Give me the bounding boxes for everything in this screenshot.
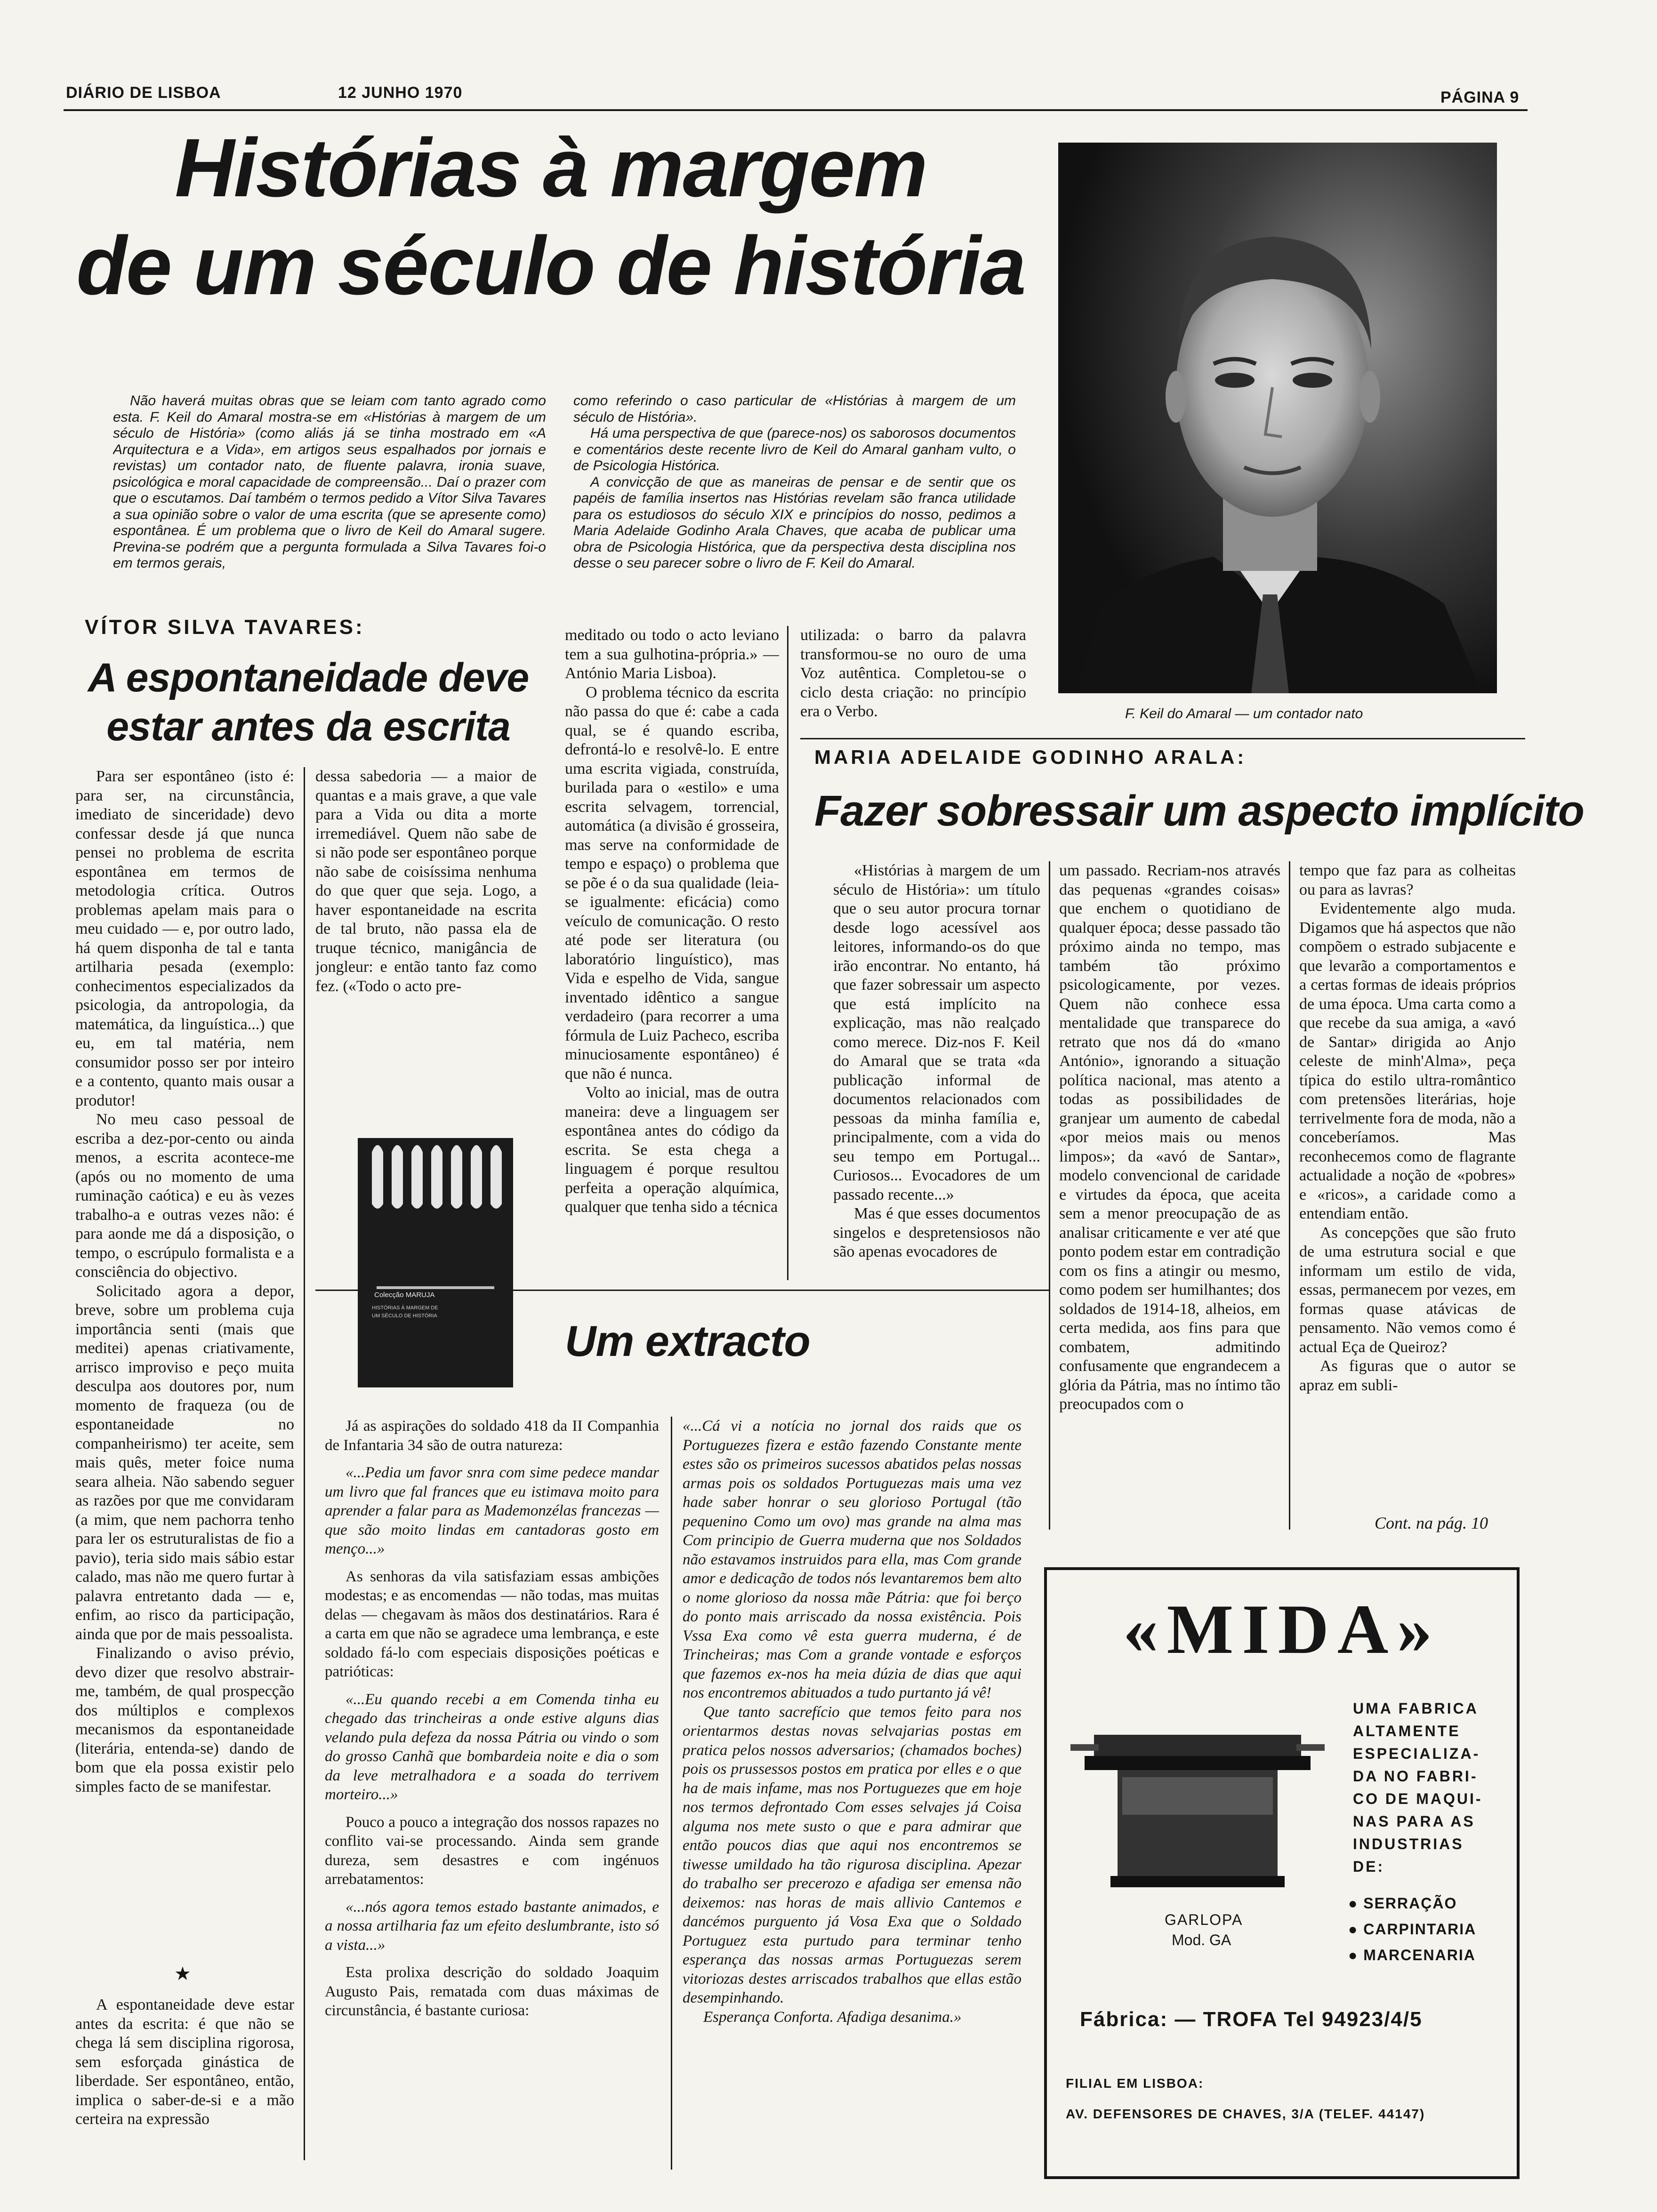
column-rule [1289, 861, 1290, 1530]
extract-paragraph: «...Cá vi a notícia no jornal dos raids que os Portuguezes fizera e estão fazendo Constante mente estes são os primeiros sucessos abatidos pelas nossas armas pois os soldados Portuguezas mais uma vez hade saber honrar o seu glorioso Portugal (tão pequenino Como um ovo) mas grande na alma mas Com principio de Guerra muderna que nos Soldados não estavamos instruidos para ella, mas Com grande amor e dedicação de todos nós levantaremos bem alto o nome glorioso da nossa mãe Pátria: que foi berço do ponto mais arriscado da nossa existência. Pois Vssa Exa como vê esta guerra muderna, é de Trincheiras; mas Com a grande vontade e esforços que fazemos ex-nos ha meia dúzia de dias que aqui nos encontremos abituados a tudo purtanto já vê! [683, 1418, 1022, 1701]
extract-paragraph: Esperança Conforta. Afadiga desanima.» [703, 2008, 962, 2026]
intro-left [113, 393, 546, 609]
article1-paragraph: dessa sabedoria — a maior de quantas e a mais grave, a que vale para a Vida ou dita a morte irremediável. Quem não sabe de si não pode ser espontâneo porque não sabe de coisíssima nenhuma do que quer que seja. Logo, a haver espontaneidade na escrita de tal bruto, não passa ela de truque técnico, manigância de jongleur: e então tanto faz como fez. («Todo o acto pre- [315, 768, 537, 995]
column-rule [671, 1417, 672, 2170]
ad-tagline-line: NAS PARA AS [1353, 1813, 1475, 1830]
extract-rule [315, 1290, 1050, 1291]
ad-bullet-text: MARCENARIA [1363, 1947, 1476, 1964]
book-title-2: UM SÉCULO DE HISTÓRIA [372, 1313, 437, 1319]
article1-column-1 [75, 767, 294, 1953]
ad-machine-model: Mod. GA [1172, 1931, 1231, 1948]
article1-byline: VÍTOR SILVA TAVARES: [85, 616, 365, 639]
article2-paragraph: As figuras que o autor se apraz em subli- [1299, 1357, 1516, 1394]
section-star: ★ [174, 1963, 191, 1984]
article2-title: Fazer sobressair um aspecto implícito [814, 787, 1584, 835]
extract-paragraph: Pouco a pouco a integração dos nossos rapazes no conflito vai-se processando. Ainda sem grande dureza, sem desastres e com ingénuos arrebatamentos: [325, 1813, 659, 1888]
extract-paragraph: «...Pedia um favor snra com sime pedece mandar um livro que fal frances que eu istimava moito para aprender a falar para as Mademonzélas francezas — que são moito lindas em cantadoras gosto em menço...» [325, 1464, 659, 1557]
extract-paragraph: Que tanto sacrefício que temos feito para nos orientarmos destas novas selvajarias postas em pratica pelos nossos adversarios; (chamados boches) pois os prussessos postos em pratica por elles e o que ha de mais infame, mas nos Portuguezes que em hoje nos termos defrontado Com esses selvajes já Coisa alguma nos mete susto o que e para admirar que então poucos dias que aqui nos encontremos se tiwesse umildado ha tão rigurosa disciplina. Apezar do trabalho ser precerozo e afadiga ser emensa não deixemos: nas horas de mais allivio Cantemos e dancémos purguento já Vosa Exa que o Soldado Portuguez esta purtudo para terminar tenho esperança das nossas armas Portuguezas serem vitoriozas destes arriscados trabalhos que ellas estão desempinhando. [683, 1703, 1022, 2006]
issue-date: 12 JUNHO 1970 [338, 84, 463, 102]
extract-paragraph: «...nós agora temos estado bastante animados, e a nossa artilharia faz um efeito deslumbrante, isto só a vista...» [325, 1898, 659, 1954]
article2-column-2 [1059, 861, 1280, 1530]
ad-tagline-line: DE: [1353, 1858, 1385, 1875]
extract-column-2 [683, 1417, 1022, 2193]
ad-bullet-1: ● SERRAÇÃO [1348, 1895, 1457, 1912]
intro-right-paragraph: Há uma perspectiva de que (parece-nos) os saborosos documentos e comentários deste recente livro de Keil do Amaral ganham vulto, o de Psicologia Histórica. [573, 425, 1016, 473]
article1-paragraph: No meu caso pessoal de escriba a dez-por-cento ou ainda menos, a escrita acontece-me (após ou no momento de uma ruminação caótica) e eu às vezes trabalho-a e outras vezes não: é para aonde me dá a disposição, o tempo, o escrúpulo formalista e a consciência do objectivo. [75, 1111, 294, 1281]
book-title-1: HISTÓRIAS À MARGEM DE [372, 1305, 438, 1311]
article2-paragraph: um passado. Recriam-nos através das pequenas «grandes coisas» que enchem o quotidiano de qualquer época; desse passado tão próximo ainda no tempo, mas também tão próximo psicologicamente, por vezes. Quem não conhece essa mentalidade que transparece do retrato que nos dá do «mano António», ignorando a situação política nacional, mas atento a todas as possibilidades de granjear um aumento de cabedal «por meios mais ou menos limpos»; da «avó de Santar», modelo convencional de caridade e virtudes da época, que aceita sem a menor preocupação de as analisar criticamente e ver até que ponto podem estar em contradição com os fins a atingir ou mesmo, como podem ser humilhantes; dos soldados de 1914-18, alheios, em certa medida, aos fins para que combatem, admitindo confusamente que engrandecem a glória da Pátria, mas no íntimo tão preocupados com o [1059, 862, 1280, 1413]
headline-line-1: Histórias à margem [175, 122, 927, 214]
extract-paragraph: «...Eu quando recebi a em Comenda tinha eu chegado das trincheiras a onde estive alguns dias velando pula defeza da nossa Pátria ou vindo o som do grosso Canhã que bombardeia noite e dia o som da leve metralhadora e a soada do terrivem morteiro...» [325, 1691, 659, 1803]
photo-caption: F. Keil do Amaral — um contador nato [1125, 706, 1363, 721]
headline-line-2: de um século de história [76, 220, 1025, 312]
planer-machine-icon [1066, 1725, 1329, 1890]
mida-advertisement [1044, 1567, 1520, 2179]
ad-factory: Fábrica: — TROFA Tel 94923/4/5 [1080, 2008, 1423, 2031]
book-cover [358, 1138, 513, 1387]
article2-paragraph: As concepções que são fruto de uma estrutura social e que informam um estilo de vida, essas, permanecem por vezes, em formas quase atávicas de pensamento. Não vemos como é actual Eça de Queiroz? [1299, 1224, 1516, 1356]
article2-paragraph: Evidentemente algo muda. Digamos que há aspectos que não compõem o estrado subjacente e que levarão a comportamentos e a certas formas de ideais próprios de uma época. Uma carta como a que recebe da sua amiga, a «avó de Santar» dirigida ao Anjo celeste de minh'Alma», peça típica do estilo ultra-romântico com pretensões literárias, hoje terrivelmente fora de moda, não a conceberíamos. Mas reconhecemos como de flagrante actualidade a noção de «pobres» e «ricos», a caridade como a entendiam então. [1299, 900, 1516, 1222]
article1-paragraph: utilizada: o barro da palavra transformou-se no ouro de uma Voz autêntica. Completou-se o ciclo desta criação: no princípio era o Verbo. [800, 626, 1026, 720]
ad-branch: FILIAL EM LISBOA: [1066, 2076, 1204, 2091]
ad-tagline-line: UMA FABRICA [1353, 1700, 1479, 1717]
ad-tagline-line: CO DE MAQUI- [1353, 1790, 1483, 1807]
portrait-drawing [1058, 143, 1497, 693]
ad-tagline-line: ALTAMENTE [1353, 1723, 1461, 1739]
intro-right-paragraph: A convicção de que as maneiras de pensar e de sentir que os papéis de família insertos nas Histórias revelam são franca utilidade para os estudiosos do século XIX e princípios do nosso, pedimos a Maria Adelaide Godinho Arala Chaves, que acaba de publicar uma obra de Psicologia Histórica, que da perspectiva desta disciplina nos desse o seu parecer sobre o livro de F. Keil do Amaral. [573, 474, 1016, 571]
author-portrait [1058, 143, 1497, 693]
extract-paragraph: Já as aspirações do soldado 418 da II Companhia de Infantaria 34 são de outra natureza: [325, 1418, 659, 1454]
article2-paragraph: «Histórias à margem de um século de História»: um título que o seu autor procura tornar desde logo acessível aos leitores, informando-os do que irão encontrar. No entanto, há que fazer sobressair um aspecto que está implícito na explicação, mas não realçado como merece. Diz-nos F. Keil do Amaral que se trata «da publicação informal de documentos relacionados com pessoas da minha família e, principalmente, com a vida do seu tempo em Portugal... Curiosos... Evocadores de um passado recente...» [833, 862, 1040, 1203]
column-rule [1049, 861, 1050, 1530]
extract-column-1 [325, 1417, 659, 2193]
newspaper-name: DIÁRIO DE LISBOA [66, 84, 221, 102]
extract-title: Um extracto [565, 1317, 810, 1365]
intro-left-paragraph: Não haverá muitas obras que se leiam com tanto agrado como esta. F. Keil do Amaral mostra-se em «Histórias à margem de um século de História» (como aliás já se tinha mostrado em «A Arquitectura e a Vida», em artigos seus espalhados por jornais e revistas) um contador nato, de fluente palavra, ironia suave, psicológica e moral capacidade de compreensão... Daí o prazer com que o escutamos. Daí também o termos pedido a Vítor Silva Tavares a sua opinião sobre o valor de uma escrita (que se apresente como) espontânea. É um problema que o livro de Keil do Amaral sugere. Previna-se podrém que a pergunta formulada a Silva Tavares foi-o em termos gerais, [113, 393, 546, 571]
intro-right [573, 393, 1016, 609]
masthead-rule [64, 109, 1528, 111]
article1-paragraph: O problema técnico da escrita não passa do que é: cabe a cada qual, se é quando escriba, defrontá-lo e resolvê-lo. E entre uma escrita vigiada, construída, burilada para o «estilo» e uma escrita selvagem, torrencial, automática (a divisão é grosseira, mas serve na conformidade de tempo e espaço) o problema que se põe é o da sua qualidade (leia-se igualmente: eficácia) como veículo de comunicação. O resto até pode ser literatura (ou laboratório linguístico), mas Vida e espelho de Vida, sangue inventado idêntico a sangue verdadeiro (para recorrer a uma fórmula de Luiz Pacheco, escriba minuciosamente espontâneo) é que não é nunca. [565, 683, 779, 1082]
ad-tagline-line: INDUSTRIAS [1353, 1835, 1464, 1852]
extract-paragraph: Esta prolixa descrição do soldado Joaquim Augusto Pais, rematada com duas máximas de circunstância, é bastante curiosa: [325, 1964, 659, 2019]
article1-paragraph: Finalizando o aviso prévio, devo dizer que resolvo abstrair-me, também, de qual prospecção dos múltiplos e complexos mecanismos da espontaneidade (literária, entenda-se) dando de bom que ela possa existir pelo simples facto de se manifestar. [75, 1644, 294, 1795]
extract-paragraph: As senhoras da vila satisfaziam essas ambições modestas; e as encomendas — não todas, mas muitas delas — chegavam às mãos dos destinatários. Rara é a carta em que não se agradece uma lembrança, e este soldado fá-lo com especiais disposições poéticas e patrióticas: [325, 1568, 659, 1680]
article1-column-4 [800, 626, 1026, 748]
article1-paragraph: A espontaneidade deve estar antes da escrita: é que não se chega lá sem disciplina rigorosa, sem esforçada ginástica de liberdade. Ser espontâneo, então, implica o saber-de-si e a mão certeira na expressão [75, 1996, 294, 2128]
article2-paragraph: tempo que faz para as colheitas ou para as lavras? [1299, 862, 1516, 898]
article1-column-3 [565, 626, 779, 1280]
intro-right-paragraph: como referindo o caso particular de «Histórias à margem de um século de História». [573, 393, 1016, 425]
column-rule [787, 626, 788, 1280]
article1-paragraph: Solicitado agora a depor, breve, sobre um problema cuja importância senti (mais que meditei) apenas criativamente, arrisco improviso e peço muita desculpa aos doutores por, num momento de fraqueza (ou de espontaneidade no companheirismo) ter aceite, sem mais quês, meter foice numa seara alheia. Não sabendo seguer as razões por que me convidaram (a mim, que nem pachorra tenho para ler os estruturalistas de fio a pavio), teria sido mais sábio estar calado, mas não me quero furtar à palavra entretanto dada — e, enfim, ao risco da participação, ainda que por de mais pessoalista. [75, 1282, 294, 1643]
ad-bullet-3: ● MARCENARIA [1348, 1947, 1476, 1964]
article1-title: A espontaneidade deve estar antes da escrita [88, 655, 529, 749]
page-number: PÁGINA 9 [1440, 88, 1520, 106]
ad-tagline [1353, 1697, 1508, 1878]
ad-address: AV. DEFENSORES DE CHAVES, 3/A (TELEF. 44147) [1066, 2107, 1425, 2121]
ad-tagline-line: DA NO FABRI- [1353, 1768, 1478, 1785]
book-series: Colecção MARUJA [374, 1291, 435, 1299]
ad-bullet-text: SERRAÇÃO [1363, 1895, 1457, 1912]
article2-column-3 [1299, 861, 1516, 1511]
article2-rule [800, 738, 1525, 739]
article2-column-1 [833, 861, 1040, 1275]
column-rule [304, 767, 305, 2160]
article1-paragraph: Volto ao inicial, mas de outra maneira: deve a linguagem ser espontânea antes do código da escrita. Se esta chega a linguagem é porque resultou perfeita a operação alquímica, qualquer que tenha sido a técnica [565, 1084, 779, 1216]
ad-tagline-line: ESPECIALIZA- [1353, 1745, 1480, 1762]
article1-column-1b [75, 1996, 294, 2193]
article2-byline: MARIA ADELAIDE GODINHO ARALA: [814, 746, 1247, 768]
book-cover-pattern [358, 1138, 513, 1387]
ad-brand: «MIDA» [1123, 1590, 1441, 1668]
article1-column-2 [315, 767, 537, 1125]
ad-bullet-2: ● CARPINTARIA [1348, 1921, 1477, 1938]
article2-paragraph: Mas é que esses documentos singelos e despretensiosos não são apenas evocadores de [833, 1205, 1040, 1260]
ad-bullet-text: CARPINTARIA [1363, 1921, 1477, 1938]
article1-paragraph: meditado ou todo o acto leviano tem a sua gulhotina-própria.» — António Maria Lisboa). [565, 626, 779, 682]
article1-paragraph: Para ser espontâneo (isto é: para ser, na circunstância, imediato de sinceridade) devo confessar desde já que nunca pensei no problema de escrita espontânea em termos de metodologia crítica. Outros problemas apelam mais para o meu cuidado — e, por outro lado, há quem disponha de tal e tanta artilharia pesada (exemplo: conhecimentos especializados da psicologia, da antropologia, da matemática, da linguística...) que eu, em tal matéria, nem consumidor posso ser por inteiro e a contento, quanto mais ousar a produtor! [75, 768, 294, 1109]
ad-machine-name: GARLOPA [1165, 1911, 1243, 1928]
continued-note[interactable]: Cont. na pág. 10 [1375, 1514, 1488, 1532]
